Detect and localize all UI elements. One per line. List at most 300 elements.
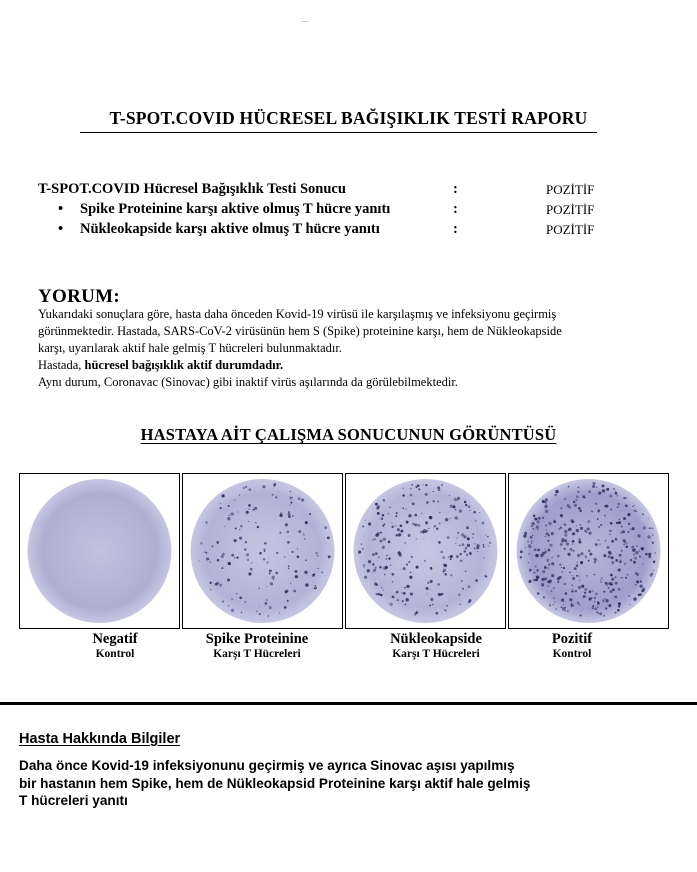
- well-spot: [372, 572, 373, 573]
- well-spot: [531, 541, 533, 543]
- well-spot: [406, 564, 408, 566]
- well-spot: [627, 574, 629, 576]
- well-spot: [583, 595, 586, 598]
- well-spot: [537, 592, 539, 594]
- well-spot: [425, 484, 427, 486]
- well-spot: [625, 577, 627, 579]
- well-spot: [222, 494, 225, 497]
- well-spot: [290, 583, 292, 585]
- well-spot: [531, 522, 534, 525]
- well-spot: [546, 559, 549, 562]
- well-spot: [547, 585, 549, 587]
- well-spot: [446, 605, 448, 607]
- well-spot: [571, 584, 573, 586]
- well-spot: [239, 537, 242, 540]
- well-spot: [304, 571, 307, 574]
- well-spot: [249, 488, 252, 491]
- well-spot: [450, 505, 453, 508]
- well-spot: [309, 513, 311, 515]
- well-spot: [219, 584, 222, 587]
- well-spot: [375, 534, 378, 537]
- well-spot: [363, 564, 365, 566]
- well-spot: [555, 490, 558, 493]
- well-spot: [561, 567, 562, 568]
- well-spot: [636, 573, 639, 576]
- well-spot: [410, 494, 413, 497]
- well-spot: [462, 543, 465, 546]
- well-spot: [533, 572, 535, 574]
- well-spot: [609, 529, 612, 532]
- well-spot: [544, 551, 547, 554]
- well-spot: [423, 538, 424, 539]
- well-spot: [547, 549, 550, 552]
- well-spot: [545, 510, 548, 513]
- well-spot: [258, 606, 259, 607]
- well-spot: [267, 586, 268, 587]
- well-spot: [617, 503, 620, 506]
- interpretation-line: Yukarıdaki sonuçlara göre, hasta daha önceden Kovid-19 virüsü ile karşılaşmış ve infeksiyonu geçirmiş: [38, 307, 557, 321]
- well-spot: [642, 513, 644, 515]
- well-spot: [395, 525, 396, 526]
- well-spot: [215, 583, 218, 586]
- well-spot: [363, 567, 364, 568]
- well-spot: [643, 526, 646, 529]
- well-spot: [222, 600, 224, 602]
- well-spot: [586, 575, 588, 577]
- well-spot: [368, 522, 371, 525]
- well-spot: [615, 559, 618, 562]
- well-spot: [457, 497, 460, 500]
- well-spot: [380, 532, 382, 534]
- well-disc: [354, 479, 498, 623]
- well-spot: [450, 574, 452, 576]
- well-spot: [419, 525, 421, 527]
- well-spot: [228, 505, 230, 507]
- interpretation-line: karşı, uyarılarak aktif hale gelmiş T hücreleri bulunmaktadır.: [38, 341, 342, 355]
- well-spot: [388, 541, 390, 543]
- well-spot: [224, 526, 225, 527]
- well-spot: [597, 510, 599, 512]
- well-spot: [652, 534, 653, 535]
- well-spot: [441, 593, 443, 595]
- well-spot: [472, 533, 474, 535]
- well-spot: [400, 530, 403, 533]
- well-spot: [415, 514, 418, 517]
- well-spot: [572, 533, 574, 535]
- well-spot: [375, 593, 377, 595]
- well-spot: [410, 488, 412, 490]
- well-spot: [392, 573, 395, 576]
- well-spot: [303, 534, 305, 536]
- well-spot: [433, 500, 435, 502]
- well-spot: [403, 592, 406, 595]
- well-spot: [580, 524, 582, 526]
- well-spot: [530, 569, 531, 570]
- well-spot: [632, 506, 633, 507]
- well-spot: [615, 582, 618, 585]
- well-spot: [290, 505, 291, 506]
- well-spot: [653, 560, 656, 563]
- well-spot: [630, 559, 632, 561]
- well-spot: [445, 610, 447, 612]
- well-spot: [450, 558, 452, 560]
- well-spot: [410, 592, 413, 595]
- well-spot: [401, 592, 403, 594]
- well-spot: [554, 601, 555, 602]
- well-spot: [374, 582, 377, 585]
- well-spot: [467, 537, 470, 540]
- well-spot: [631, 546, 634, 549]
- well-spot: [305, 583, 308, 586]
- well-spot: [545, 501, 548, 504]
- well-spot: [402, 494, 404, 496]
- well-spot: [358, 551, 361, 554]
- well-spot: [580, 527, 583, 530]
- well-spot: [324, 526, 327, 529]
- well-spot: [381, 518, 384, 521]
- well-spot: [409, 576, 412, 579]
- well-spot: [259, 613, 261, 615]
- well-caption-title: Spike Proteinine: [205, 631, 309, 647]
- well-spot: [212, 545, 214, 547]
- well-spot: [389, 507, 391, 509]
- well-spot: [475, 520, 476, 521]
- well-spot: [623, 543, 625, 545]
- well-spot: [272, 576, 275, 579]
- well-spot: [460, 559, 463, 562]
- well-spot: [363, 526, 364, 527]
- well-spot: [405, 509, 406, 510]
- well-spot: [611, 556, 614, 559]
- well-spot: [545, 524, 547, 526]
- well-spot: [405, 604, 407, 606]
- well-images: [19, 473, 670, 629]
- well-spot: [210, 561, 212, 563]
- well-spot: [564, 530, 567, 533]
- well-spot: [594, 558, 597, 561]
- well-spot: [392, 595, 395, 598]
- well-spot: [485, 534, 486, 535]
- well-spot: [540, 554, 543, 557]
- well-spot: [652, 528, 654, 530]
- patient-info-heading: Hasta Hakkında Bilgiler: [19, 731, 181, 747]
- well-spot: [391, 522, 392, 523]
- well-spot: [576, 575, 578, 577]
- well-spot: [229, 515, 230, 516]
- well-spot: [633, 561, 636, 564]
- well-spot: [571, 604, 574, 607]
- well-spot: [547, 540, 549, 542]
- well-spot: [270, 582, 273, 585]
- well-spot: [546, 529, 548, 531]
- well-spot: [553, 597, 555, 599]
- well-spot: [559, 563, 561, 565]
- well-spot: [247, 559, 249, 561]
- well-spot: [372, 539, 374, 541]
- well-spot: [230, 512, 233, 515]
- well-spot: [557, 581, 559, 583]
- well-spot: [414, 523, 417, 526]
- well-spot: [454, 498, 457, 501]
- well-spot: [553, 565, 554, 566]
- well-spot: [361, 543, 362, 544]
- well-panel-positive: [508, 473, 669, 629]
- well-spot: [598, 526, 600, 528]
- well-spot: [483, 546, 485, 548]
- well-image: [183, 474, 342, 628]
- well-spot: [623, 497, 625, 499]
- well-spot: [374, 538, 376, 540]
- well-spot: [477, 551, 478, 552]
- well-spot: [391, 526, 394, 529]
- well-spot: [648, 553, 651, 556]
- well-spot: [462, 588, 464, 590]
- well-spot: [548, 534, 550, 536]
- well-caption-subtitle: Kontrol: [552, 648, 592, 660]
- well-spot: [639, 593, 642, 596]
- well-spot: [255, 522, 257, 524]
- well-spot: [417, 484, 420, 487]
- well-spot: [416, 566, 419, 569]
- well-spot: [483, 544, 485, 546]
- well-spot: [641, 547, 644, 550]
- well-spot: [243, 487, 245, 489]
- well-spot: [284, 556, 286, 558]
- well-caption-title: Nükleokapside: [390, 631, 482, 647]
- well-spot: [564, 498, 566, 500]
- well-spot: [442, 571, 444, 573]
- well-spot: [632, 549, 635, 552]
- well-spot: [444, 573, 447, 576]
- well-spot: [318, 568, 319, 569]
- well-spot: [564, 539, 567, 542]
- result-row-overall: [38, 181, 638, 199]
- well-spot: [486, 576, 488, 578]
- well-spot: [372, 563, 374, 565]
- well-spot: [469, 599, 472, 602]
- well-spot: [619, 554, 622, 557]
- well-spot: [520, 550, 523, 553]
- well-spot: [634, 557, 637, 560]
- well-spot: [528, 545, 531, 548]
- well-spot: [468, 585, 471, 588]
- well-spot: [474, 547, 476, 549]
- well-spot: [534, 548, 537, 551]
- result-value: POZİTİF: [546, 222, 595, 237]
- well-spot: [395, 515, 397, 517]
- well-spot: [584, 592, 586, 594]
- well-spot: [636, 580, 639, 583]
- result-colon: :: [453, 221, 458, 237]
- well-spot: [288, 511, 290, 513]
- well-spot: [427, 582, 429, 584]
- well-spot: [220, 503, 221, 504]
- well-spot: [622, 530, 625, 533]
- well-spot: [459, 545, 461, 547]
- well-spot: [200, 542, 202, 544]
- well-spot: [536, 525, 539, 528]
- well-spot: [584, 497, 586, 499]
- well-spot: [553, 587, 555, 589]
- well-spot: [235, 527, 237, 529]
- well-spot: [544, 566, 547, 569]
- patient-info-line: T hücreleri yanıtı: [19, 793, 128, 808]
- well-spot: [402, 488, 404, 490]
- well-spot: [595, 543, 598, 546]
- well-spot: [642, 588, 645, 591]
- well-spot: [364, 576, 367, 579]
- well-spot: [475, 579, 478, 582]
- well-spot: [560, 514, 563, 517]
- well-spot: [594, 574, 595, 575]
- well-spot: [587, 520, 590, 523]
- well-spot: [198, 560, 199, 561]
- well-spot: [618, 568, 621, 571]
- well-spot: [537, 529, 538, 530]
- well-spot: [617, 609, 620, 612]
- well-spot: [406, 521, 409, 524]
- well-spot: [537, 520, 540, 523]
- patient-info-text: [19, 757, 669, 810]
- well-spot: [461, 580, 462, 581]
- well-spot: [642, 564, 643, 565]
- well-spot: [313, 573, 315, 575]
- well-spot: [231, 554, 234, 557]
- well-spot: [532, 535, 533, 536]
- well-spot: [463, 535, 466, 538]
- well-spot: [429, 589, 430, 590]
- well-spot: [596, 486, 598, 488]
- well-spot: [408, 534, 411, 537]
- well-spot: [551, 532, 554, 535]
- well-caption-title: Pozitif: [551, 631, 593, 647]
- well-spot: [594, 561, 596, 563]
- well-caption-subtitle: Karşı T Hücreleri: [213, 648, 301, 660]
- well-spot: [612, 588, 615, 591]
- well-spot: [580, 561, 583, 564]
- well-spot: [604, 598, 605, 599]
- well-spot: [595, 592, 598, 595]
- well-spot: [468, 505, 471, 508]
- well-spot: [647, 535, 650, 538]
- patient-info-line: Daha önce Kovid-19 infeksiyonunu geçirmiş ve ayrıca Sinovac aşısı yapılmış: [19, 758, 515, 773]
- well-spot: [298, 497, 301, 500]
- well-spot: [423, 484, 424, 485]
- well-spot: [608, 587, 610, 589]
- well-spot: [535, 565, 537, 567]
- well-spot: [604, 515, 606, 517]
- well-spot: [293, 590, 296, 593]
- well-spot: [400, 524, 403, 527]
- well-spot: [551, 590, 553, 592]
- well-spot: [222, 553, 225, 556]
- well-spot: [602, 484, 605, 487]
- well-spot: [578, 538, 580, 540]
- well-spot: [569, 572, 571, 574]
- well-spot: [598, 492, 601, 495]
- well-spot: [606, 488, 609, 491]
- well-spot: [639, 550, 641, 552]
- well-spot: [288, 567, 290, 569]
- well-spot: [603, 554, 606, 557]
- well-spot: [575, 499, 577, 501]
- well-caption-subtitle: Karşı T Hücreleri: [392, 648, 480, 660]
- interpretation-line: Aynı durum, Coronavac (Sinovac) gibi inaktif virüs aşılarında da görülebilmektedir.: [38, 375, 458, 389]
- result-label: Spike Proteinine karşı aktive olmuş T hücre yanıtı: [80, 201, 391, 217]
- well-spot: [578, 507, 581, 510]
- well-spot: [650, 528, 651, 529]
- well-spot: [445, 518, 448, 521]
- well-spot: [412, 523, 414, 525]
- well-spot: [269, 573, 271, 575]
- well-spot: [236, 593, 237, 594]
- well-spot: [268, 615, 269, 616]
- well-spot: [279, 612, 280, 613]
- well-spot: [385, 558, 387, 560]
- well-panel-nucleocapsid: [345, 473, 506, 629]
- well-spot: [588, 490, 591, 493]
- well-spot: [594, 601, 595, 602]
- well-spot: [241, 612, 242, 613]
- well-spot: [438, 593, 441, 596]
- well-spot: [649, 527, 651, 529]
- well-spot: [382, 546, 385, 549]
- well-spot: [630, 528, 632, 530]
- well-spot: [275, 496, 277, 498]
- well-spot: [591, 511, 593, 513]
- well-spot: [603, 601, 604, 602]
- well-spot: [204, 551, 205, 552]
- well-spot: [455, 516, 458, 519]
- well-spot: [562, 607, 565, 610]
- well-spot: [618, 518, 620, 520]
- well-spot: [267, 561, 269, 563]
- well-spot: [368, 560, 371, 563]
- well-spot: [637, 534, 640, 537]
- well-spot: [625, 504, 628, 507]
- well-spot: [587, 527, 590, 530]
- well-spot: [572, 544, 573, 545]
- well-spot: [597, 607, 598, 608]
- well-spot: [610, 522, 613, 525]
- interpretation-prefix: Hastada,: [38, 358, 85, 372]
- well-spot: [571, 590, 573, 592]
- well-spot: [574, 567, 577, 570]
- well-spot: [610, 509, 612, 511]
- well-spot: [626, 543, 628, 545]
- well-spot: [577, 601, 579, 603]
- well-spot: [576, 525, 577, 526]
- well-spot: [455, 509, 456, 510]
- well-spot: [246, 511, 249, 514]
- well-spot: [466, 554, 468, 556]
- well-spot: [549, 604, 551, 606]
- well-spot: [635, 584, 637, 586]
- well-spot: [210, 589, 212, 591]
- well-spot: [534, 518, 537, 521]
- well-spot: [609, 494, 612, 497]
- well-spot: [465, 547, 467, 549]
- well-spot: [543, 596, 545, 598]
- well-disc: [28, 479, 172, 623]
- well-spot: [567, 553, 570, 556]
- well-caption-subtitle: Kontrol: [95, 648, 135, 660]
- well-spot: [287, 541, 290, 544]
- well-spot: [279, 514, 282, 517]
- well-spot: [603, 615, 605, 617]
- well-spot: [411, 556, 413, 558]
- well-spot: [547, 567, 549, 569]
